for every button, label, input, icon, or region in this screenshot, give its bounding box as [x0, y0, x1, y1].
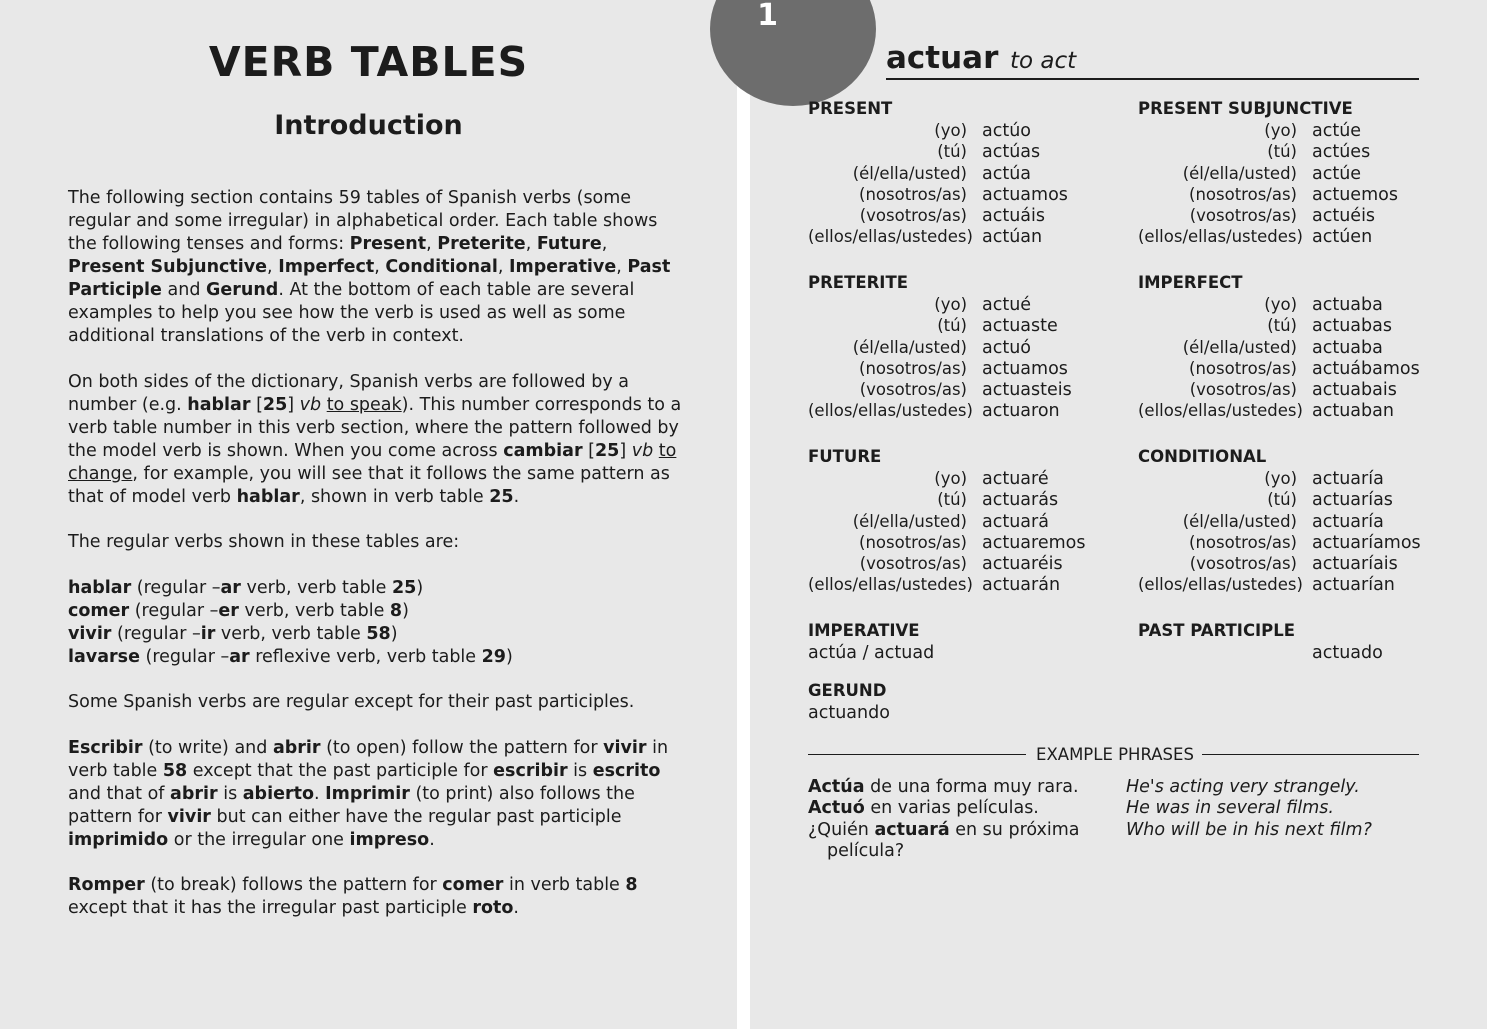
past-participle-value: actuado [1312, 643, 1383, 663]
conjugation-row: (tú) actúas [937, 142, 1041, 163]
conjugation-row: (tú) actuaste [937, 316, 1058, 337]
right-page [750, 0, 1487, 1029]
conjugation-row: (él/ella/usted) actuaba [1182, 337, 1383, 358]
page-subtitle: Introduction [274, 110, 463, 141]
present-subjunctive-block [1138, 98, 1398, 248]
example-es-1: Actúa de una forma muy rara. [808, 777, 1079, 797]
conjugation-row: (ellos/ellas/ustedes) actuaban [1138, 401, 1394, 422]
conjugation-row: (ellos/ellas/ustedes) actuaron [808, 401, 1060, 422]
left-page [0, 0, 737, 1029]
conjugation-row: (nosotros/as) actuaremos [859, 532, 1086, 553]
conjugation-row: (yo) actuaré [934, 469, 1049, 489]
future-block [808, 446, 1085, 596]
conjugation-row: (él/ella/usted) actúe [1182, 163, 1362, 184]
conjugation-row: (él/ella/usted) actuaría [1182, 511, 1384, 532]
example-en-2: He was in several films. [1126, 798, 1334, 819]
conjugation-row: (vosotros/as) actuáis [859, 206, 1046, 227]
conjugation-row: (vosotros/as) actuasteis [859, 380, 1072, 401]
imperfect-heading: IMPERFECT [1138, 273, 1243, 292]
imperative-block [808, 620, 934, 664]
conjugation-row: (yo) actué [934, 295, 1032, 315]
verb-meaning: to act [1010, 48, 1077, 74]
preterite-block [808, 272, 1072, 422]
conjugation-row: (él/ella/usted) actuará [852, 511, 1049, 532]
example-es-3-continued: película? [827, 840, 905, 861]
intro-paragraph-3: The regular verbs shown in these tables are: [68, 532, 460, 552]
regular-verbs-list: hablar (regular –ar verb, verb table 25) comer (regular –er verb, verb table 8) vivir (regular –ir verb, verb table 58) lavarse (regular –ar reflexive verb, verb table 29) [68, 578, 513, 667]
conjugation-row: (nosotros/as) actuemos [1189, 184, 1398, 205]
intro-paragraph-1: The following section contains 59 tables of Spanish verbs (some regular and some irregular) in alphabetical order. Each table shows the following tenses and forms: Present, Preterite, Future, Present Subjunctive, Imperfect, Conditional, Imperative, Past Participle and Gerund. At the bottom of each table are several examples to help you see how the verb is used as well as some additional translations of the verb in context. [68, 188, 671, 346]
conjugation-row: (ellos/ellas/ustedes) actúan [808, 227, 1043, 248]
conjugation-row: (vosotros/as) actuéis [1189, 206, 1376, 227]
present-subjunctive-heading: PRESENT SUBJUNCTIVE [1138, 99, 1353, 118]
imperative-heading: IMPERATIVE [808, 621, 920, 640]
intro-paragraph-4: Some Spanish verbs are regular except for their past participles. [68, 692, 635, 712]
conjugation-row: (tú) actúes [1267, 142, 1371, 163]
conjugation-row: (yo) actuaba [1264, 295, 1383, 315]
example-en-1: He's acting very strangely. [1126, 777, 1360, 797]
gerund-heading: GERUND [808, 681, 887, 700]
table-number: 1 [757, 0, 778, 33]
conjugation-row: (vosotros/as) actuaréis [859, 554, 1063, 575]
conjugation-row: (nosotros/as) actuaríamos [1189, 532, 1421, 553]
conjugation-row: (él/ella/usted) actuó [852, 337, 1032, 358]
examples-english [1126, 777, 1426, 841]
gerund-block [808, 680, 890, 724]
example-es-2: Actuó en varias películas. [808, 798, 1039, 819]
conditional-block [1138, 446, 1421, 596]
conjugation-row: (ellos/ellas/ustedes) actúen [1138, 227, 1373, 248]
imperative-value: actúa / actuad [808, 643, 935, 663]
conjugation-row: (tú) actuabas [1267, 316, 1392, 337]
conjugation-row: (tú) actuarías [1267, 490, 1393, 511]
conjugation-row: (yo) actuaría [1264, 469, 1384, 489]
future-heading: FUTURE [808, 447, 882, 466]
conjugation-row: (vosotros/as) actuaríais [1189, 554, 1398, 575]
conjugation-row: (vosotros/as) actuabais [1189, 380, 1397, 401]
conjugation-row: (ellos/ellas/ustedes) actuarían [1138, 575, 1395, 596]
past-participle-block [1138, 620, 1428, 664]
intro-paragraph-5: Escribir (to write) and abrir (to open) follow the pattern for vivir in verb table 58 except that the past participle for escribir is escrito and that of abrir is abierto. Imprimir (to print) also follows the pattern for vivir but can either have the regular past participle imprimido or the irregular one impreso. [68, 738, 669, 850]
conjugation-row: (él/ella/usted) actúa [852, 163, 1032, 184]
preterite-heading: PRETERITE [808, 273, 908, 292]
imperfect-block [1138, 272, 1420, 422]
header-rule [886, 78, 1419, 80]
conjugation-row: (yo) actúe [1264, 121, 1362, 141]
past-participle-heading: PAST PARTICIPLE [1138, 621, 1296, 640]
conjugation-row: (yo) actúo [934, 121, 1032, 141]
conjugation-row: (tú) actuarás [937, 490, 1059, 511]
examples-rule-right [1202, 754, 1419, 755]
conditional-heading: CONDITIONAL [1138, 447, 1267, 466]
conjugation-row: (ellos/ellas/ustedes) actuarán [808, 575, 1061, 596]
examples-heading: EXAMPLE PHRASES [1036, 745, 1194, 764]
conjugation-row: (nosotros/as) actuábamos [1189, 358, 1420, 379]
conjugation-row: (nosotros/as) actuamos [859, 358, 1068, 379]
intro-paragraph-6: Romper (to break) follows the pattern for comer in verb table 8 except that it has the irregular past participle roto. [68, 875, 638, 918]
conjugation-row: (nosotros/as) actuamos [859, 184, 1068, 205]
verb-headword: actuar [886, 40, 999, 76]
example-en-3: Who will be in his next film? [1126, 819, 1372, 840]
examples-spanish [808, 777, 1108, 862]
gerund-value: actuando [808, 703, 890, 723]
examples-rule-left [808, 754, 1026, 755]
present-block [808, 98, 1068, 248]
intro-paragraph-2: On both sides of the dictionary, Spanish verbs are followed by a number (e.g. hablar [25] vb to speak). This number corresponds to a verb table number in this verb section, where the pattern followed by the model verb is shown. When you come across cambiar [25] vb to change, for example, you will see that it follows the same pattern as that of model verb hablar, shown in verb table 25. [68, 372, 682, 507]
example-es-3: ¿Quién actuará en su próxima [808, 819, 1080, 840]
page-title: VERB TABLES [208, 38, 529, 86]
present-heading: PRESENT [808, 99, 893, 118]
